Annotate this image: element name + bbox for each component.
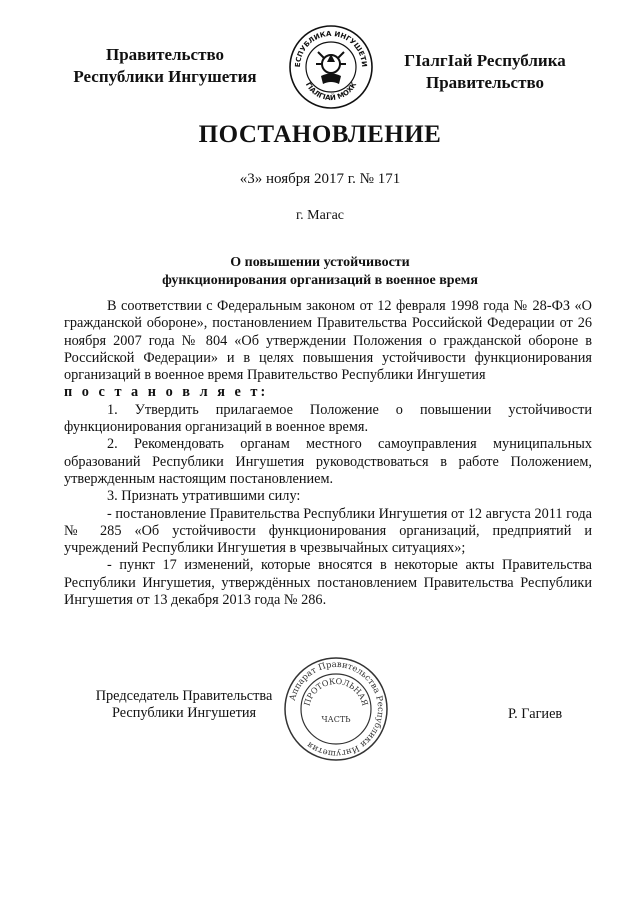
org-name-left-line: Республики Ингушетия — [73, 67, 257, 86]
org-name-right-line: Правительство — [425, 73, 545, 92]
document-type: ПОСТАНОВЛЕНИЕ — [198, 121, 442, 148]
official-stamp-icon — [283, 656, 389, 762]
signatory-title-line: Председатель Правительства — [95, 688, 273, 704]
document-date-number: «3» ноября 2017 г. № 171 — [239, 171, 401, 187]
document-title — [100, 254, 540, 290]
org-name-left — [40, 44, 290, 88]
document-body — [64, 298, 592, 609]
preamble-paragraph: В соответствии с Федеральным законом от 12 февраля 1998 года № 28-ФЗ «О гражданской обороне», постановлением Правительства Российской Федерации от 26 ноября 2007 года № 804 «Об утверждении Положения о гражданской обороне в Российской Федерации» и в целях повышения устойчивости функционирования организаций в военное время Правительство Республики Ингушетия — [64, 298, 592, 384]
document-title-line: О повышении устойчивости — [230, 255, 410, 270]
item-3-b: - пункт 17 изменений, которые вносятся в некоторые акты Правительства Республики Ингушетия, утверждённых постановлением Правительства Республики Ингушетия от 13 декабря 2013 года № 286. — [64, 557, 592, 609]
coat-of-arms-icon — [288, 24, 374, 110]
signatory-title — [86, 688, 282, 723]
signatory-title-line: Республики Ингушетия — [111, 705, 257, 722]
document-title-line: функционирования организаций в военное время — [162, 273, 478, 288]
org-name-left-line: Правительство — [105, 45, 225, 64]
item-3: 3. Признать утратившими силу: — [107, 488, 301, 505]
emblem-top-text: ЕСПУБЛИКА ИНГУШЕТИ — [293, 29, 369, 68]
svg-text:ПРОТОКОЛЬНАЯ — [302, 677, 369, 708]
stamp-center-text: ЧАСТЬ — [321, 715, 351, 724]
document-place: г. Магас — [296, 208, 344, 223]
org-name-right — [380, 50, 590, 94]
item-3-a: - постановление Правительства Республики Ингушетия от 12 августа 2011 года № 285 «Об устойчивости функционирования организаций, предприятий и учреждений Республики Ингушетия в чрезвычайных ситуациях»; — [64, 505, 592, 557]
org-name-right-line: ГIалгIай Республика — [404, 51, 566, 70]
stamp-inner-text: ПРОТОКОЛЬНАЯ — [302, 676, 370, 707]
emblem-bottom-text: ГIАЛГIАЙ МОХК — [303, 80, 359, 103]
item-2: 2. Рекомендовать органам местного самоуправления муниципальных образований Республики Ингушетия руководствоваться в работе Положением, утвержденным настоящим постановлением. — [64, 436, 592, 487]
item-1: 1. Утвердить прилагаемое Положение о повышении устойчивости функционирования организаций в военное время. — [64, 401, 592, 436]
signatory-name: Р. Гагиев — [508, 706, 563, 722]
stamp-outer-text: Аппарат Правительства Республики Ингушетия — [287, 659, 386, 759]
resolves-word: п о с т а н о в л я е т: — [64, 384, 269, 401]
